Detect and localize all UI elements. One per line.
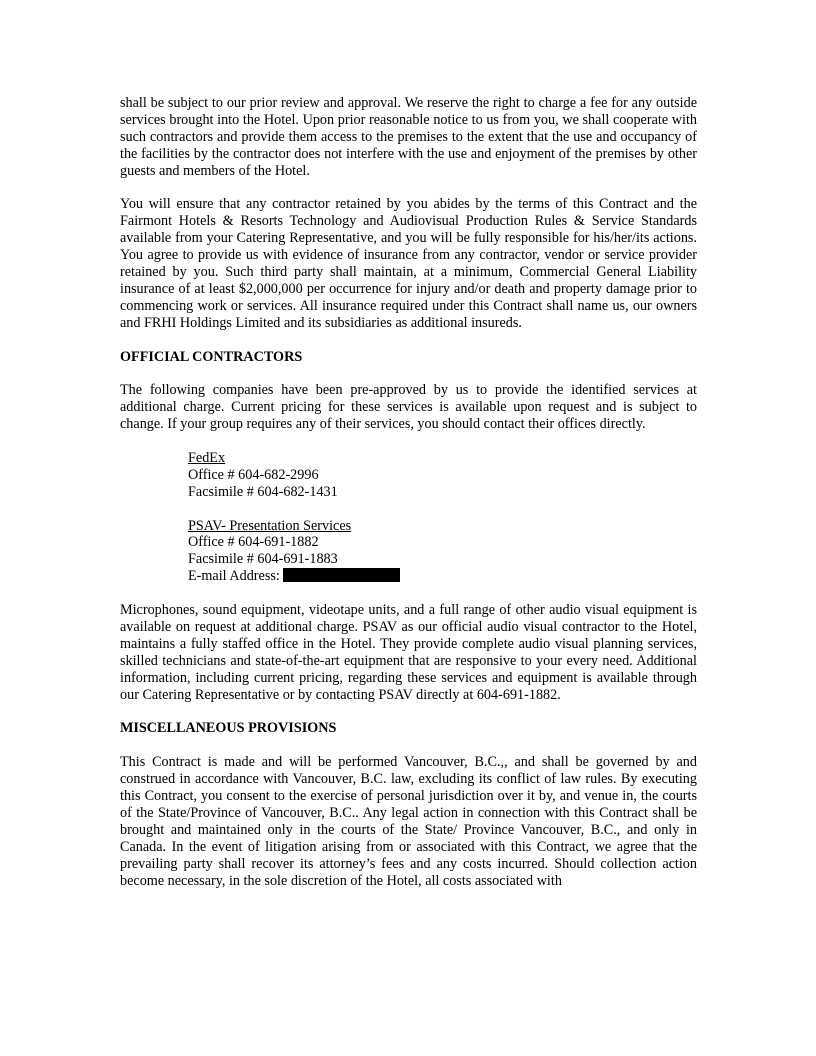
document-page xyxy=(120,95,697,906)
psav-name: PSAV- Presentation Services xyxy=(188,517,352,534)
fedex-fax: Facsimile # 604-682-1431 xyxy=(188,483,338,500)
outside-services-paragraph: shall be subject to our prior review and approval. We reserve the right to charge a fee for any outside services brought into the Hotel. Upon prior reasonable notice to us from you, we shall cooperate with such contractors and provide them access to the premises to the extent that the use and occupancy of the facilities by the contractor does not interfere with the use and enjoyment of the premises by other guests and members of the Hotel. xyxy=(120,95,697,179)
official-contractors-heading: OFFICIAL CONTRACTORS xyxy=(120,348,303,365)
psav-contact-block xyxy=(188,518,697,586)
miscellaneous-provisions-heading: MISCELLANEOUS PROVISIONS xyxy=(120,720,337,737)
fedex-office-phone: Office # 604-682-2996 xyxy=(188,466,319,483)
audio-visual-paragraph: Microphones, sound equipment, videotape units, and a full range of other audio visual equipment is available on request at additional charge. PSAV as our official audio visual contractor to the Hotel, maintains a fully staffed office in the Hotel. They provide complete audio visual planning services, skilled technicians and state-of-the-art equipment that are responsive to your every need. Additional information, including current pricing, regarding these services and equipment is available through our Catering Representative or by contacting PSAV directly at 604-691-1882. xyxy=(120,602,697,703)
fedex-name: FedEx xyxy=(188,449,226,466)
official-contractors-intro: The following companies have been pre-approved by us to provide the identified services at additional charge. Current pricing for these services is available upon request and is subject to change. If your group requires any of their services, you should contact their offices directly. xyxy=(120,382,697,433)
governing-law-paragraph: This Contract is made and will be performed Vancouver, B.C.,, and shall be governed by and construed in accordance with Vancouver, B.C. law, excluding its conflict of law rules. By executing this Contract, you consent to the exercise of personal jurisdiction over it by, and venue in, the courts of the State/Province of Vancouver, B.C.. Any legal action in connection with this Contract shall be brought and maintained only in the courts of the State/ Province Vancouver, B.C., and only in Canada. In the event of litigation arising from or associated with this Contract, we agree that the prevailing party shall recover its attorney’s fees and any costs incurred. Should collection action become necessary, in the sole discretion of the Hotel, all costs associated with xyxy=(120,754,697,889)
psav-email-line xyxy=(188,568,697,585)
psav-email-label: E-mail Address: xyxy=(188,568,284,585)
psav-office-phone: Office # 604-691-1882 xyxy=(188,534,319,551)
contractor-insurance-paragraph: You will ensure that any contractor retained by you abides by the terms of this Contract and the Fairmont Hotels & Resorts Technology and Audiovisual Production Rules & Service Standards available from your Catering Representative, and you will be fully responsible for his/her/its actions. You agree to provide us with evidence of insurance from any contractor, vendor or service provider retained by you. Such third party shall maintain, at a minimum, Commercial General Liability insurance of at least $2,000,000 per occurrence for injury and/or death and property damage prior to commencing work or services. All insurance required under this Contract shall name us, our owners and FRHI Holdings Limited and its subsidiaries as additional insureds. xyxy=(120,196,697,331)
psav-fax: Facsimile # 604-691-1883 xyxy=(188,551,338,568)
redacted-email-block xyxy=(283,568,400,582)
fedex-contact-block xyxy=(188,450,697,501)
